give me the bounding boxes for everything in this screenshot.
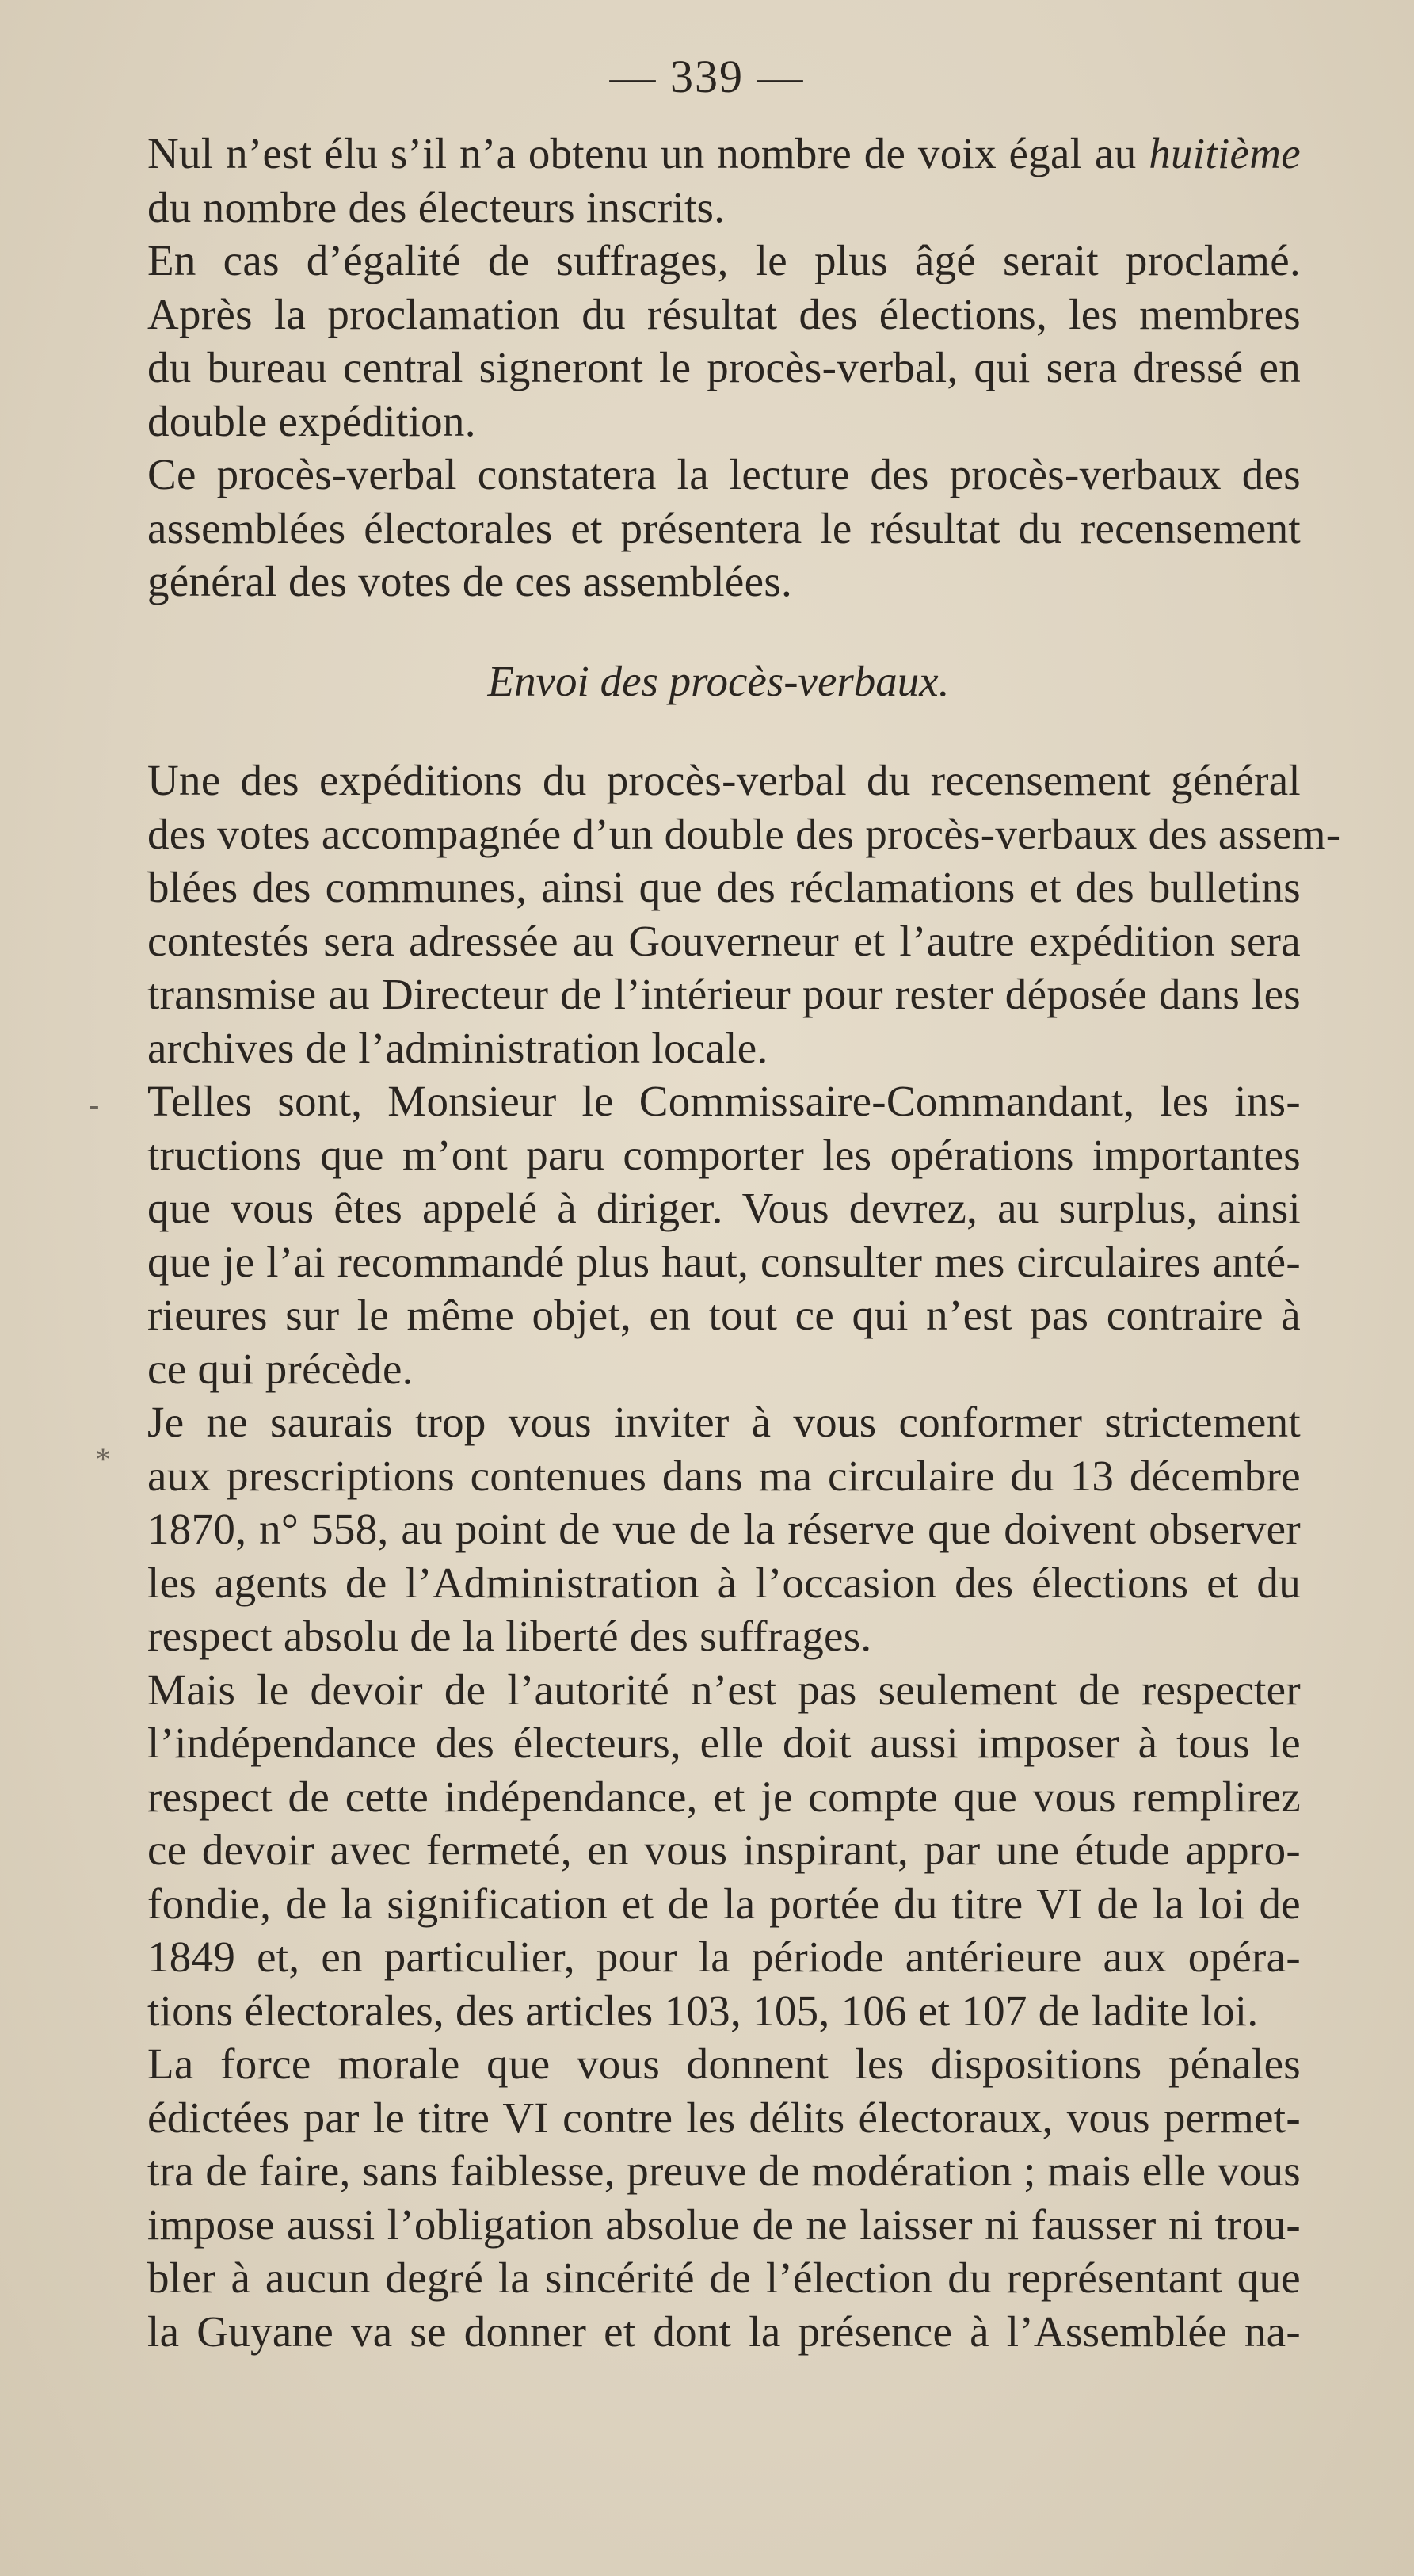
paragraph-3 (136, 288, 1301, 448)
text-line: En cas d’égalité de suffrages, le plus âgé serait proclamé. (147, 236, 1301, 284)
section-heading: Envoi des procès-verbaux. (487, 656, 950, 705)
paragraph-5 (136, 754, 1341, 1074)
text-line: du nombre des électeurs inscrits. (147, 182, 726, 231)
text-line: ce qui précède. (147, 1344, 414, 1393)
page-number: — 339 — (609, 51, 805, 102)
text-line: tra de faire, sans faiblesse, preuve de modération ; mais elle vous (147, 2147, 1301, 2195)
text-line: archives de l’administration locale. (147, 1023, 768, 1072)
text-line: Mais le devoir de l’autorité n’est pas seulement de respecter (147, 1665, 1301, 1714)
text-line: du bureau central signeront le procès-verbal, qui sera dressé en (147, 343, 1301, 391)
paragraph-8 (136, 1663, 1301, 2038)
text-line: édictées par le titre VI contre les délits électoraux, vous permet- (147, 2093, 1301, 2142)
text-line: Je ne saurais trop vous inviter à vous conformer strictement (147, 1398, 1301, 1446)
paragraph-6 (136, 1074, 1301, 1395)
text-line: tructions que m’ont paru comporter les opérations importantes (147, 1130, 1301, 1179)
text-line: 1870, n° 558, au point de vue de la réserve que doivent observer (147, 1505, 1301, 1553)
text-line: Une des expéditions du procès-verbal du recensement général (147, 756, 1301, 804)
text-line: Nul n’est élu s’il n’a obtenu un nombre de voix égal au huitième (147, 129, 1301, 177)
paragraph-2 (136, 234, 1301, 288)
text-line: que vous êtes appelé à diriger. Vous devrez, au surplus, ainsi (147, 1184, 1301, 1232)
paragraph-9 (136, 2037, 1301, 2358)
text-line: assemblées électorales et présentera le résultat du recensement (147, 503, 1301, 552)
text-line: rieures sur le même objet, en tout ce qui n’est pas contraire à (147, 1291, 1301, 1339)
text-line: tions électorales, des articles 103, 105, 106 et 107 de ladite loi. (147, 1986, 1259, 2035)
text-line: respect de cette indépendance, et je compte que vous remplirez (147, 1772, 1301, 1821)
text-line: la Guyane va se donner et dont la présence à l’Assemblée na- (147, 2307, 1301, 2356)
text-line: l’indépendance des électeurs, elle doit aussi imposer à tous le (147, 1719, 1301, 1767)
text-line: ce devoir avec fermeté, en vous inspirant, par une étude appro- (147, 1826, 1301, 1874)
text-line: contestés sera adressée au Gouverneur et l’autre expédition sera (147, 916, 1301, 965)
paragraph-7 (136, 1395, 1301, 1663)
text-line: 1849 et, en particulier, pour la période antérieure aux opéra- (147, 1933, 1301, 1981)
margin-speck: * (95, 1441, 111, 1477)
margin-speck: ‐ (89, 1086, 100, 1122)
body-text (136, 127, 1341, 2358)
text-line: Telles sont, Monsieur le Commissaire-Commandant, les ins- (147, 1077, 1301, 1125)
paragraph-1 (136, 127, 1301, 234)
text-line: transmise au Directeur de l’intérieur pour rester déposée dans les (147, 970, 1301, 1018)
text-line: fondie, de la signification et de la portée du titre VI de la loi de (147, 1879, 1301, 1928)
text-line: Après la proclamation du résultat des élections, les membres (147, 289, 1301, 338)
text-line: des votes accompagnée d’un double des procès-verbaux des assem- (147, 809, 1341, 858)
text-line: respect absolu de la liberté des suffrages. (147, 1612, 872, 1660)
text-line: les agents de l’Administration à l’occasion des élections et du (147, 1558, 1301, 1607)
text-line: La force morale que vous donnent les dispositions pénales (147, 2040, 1301, 2088)
text-line: double expédition. (147, 396, 476, 445)
text-line: bler à aucun degré la sincérité de l’élection du représentant que (147, 2254, 1301, 2302)
text-line: général des votes de ces assemblées. (147, 557, 793, 605)
text-line: aux prescriptions contenues dans ma circulaire du 13 décembre (147, 1451, 1301, 1500)
text-line: impose aussi l’obligation absolue de ne laisser ni fausser ni trou- (147, 2200, 1301, 2249)
paragraph-4 (136, 448, 1301, 609)
text-line: que je l’ai recommandé plus haut, consulter mes circulaires anté- (147, 1237, 1301, 1286)
text-line: blées des communes, ainsi que des réclamations et des bulletins (147, 863, 1301, 911)
text-line: Ce procès-verbal constatera la lecture des procès-verbaux des (147, 450, 1301, 498)
emphasis-word: huitième (1149, 129, 1301, 177)
